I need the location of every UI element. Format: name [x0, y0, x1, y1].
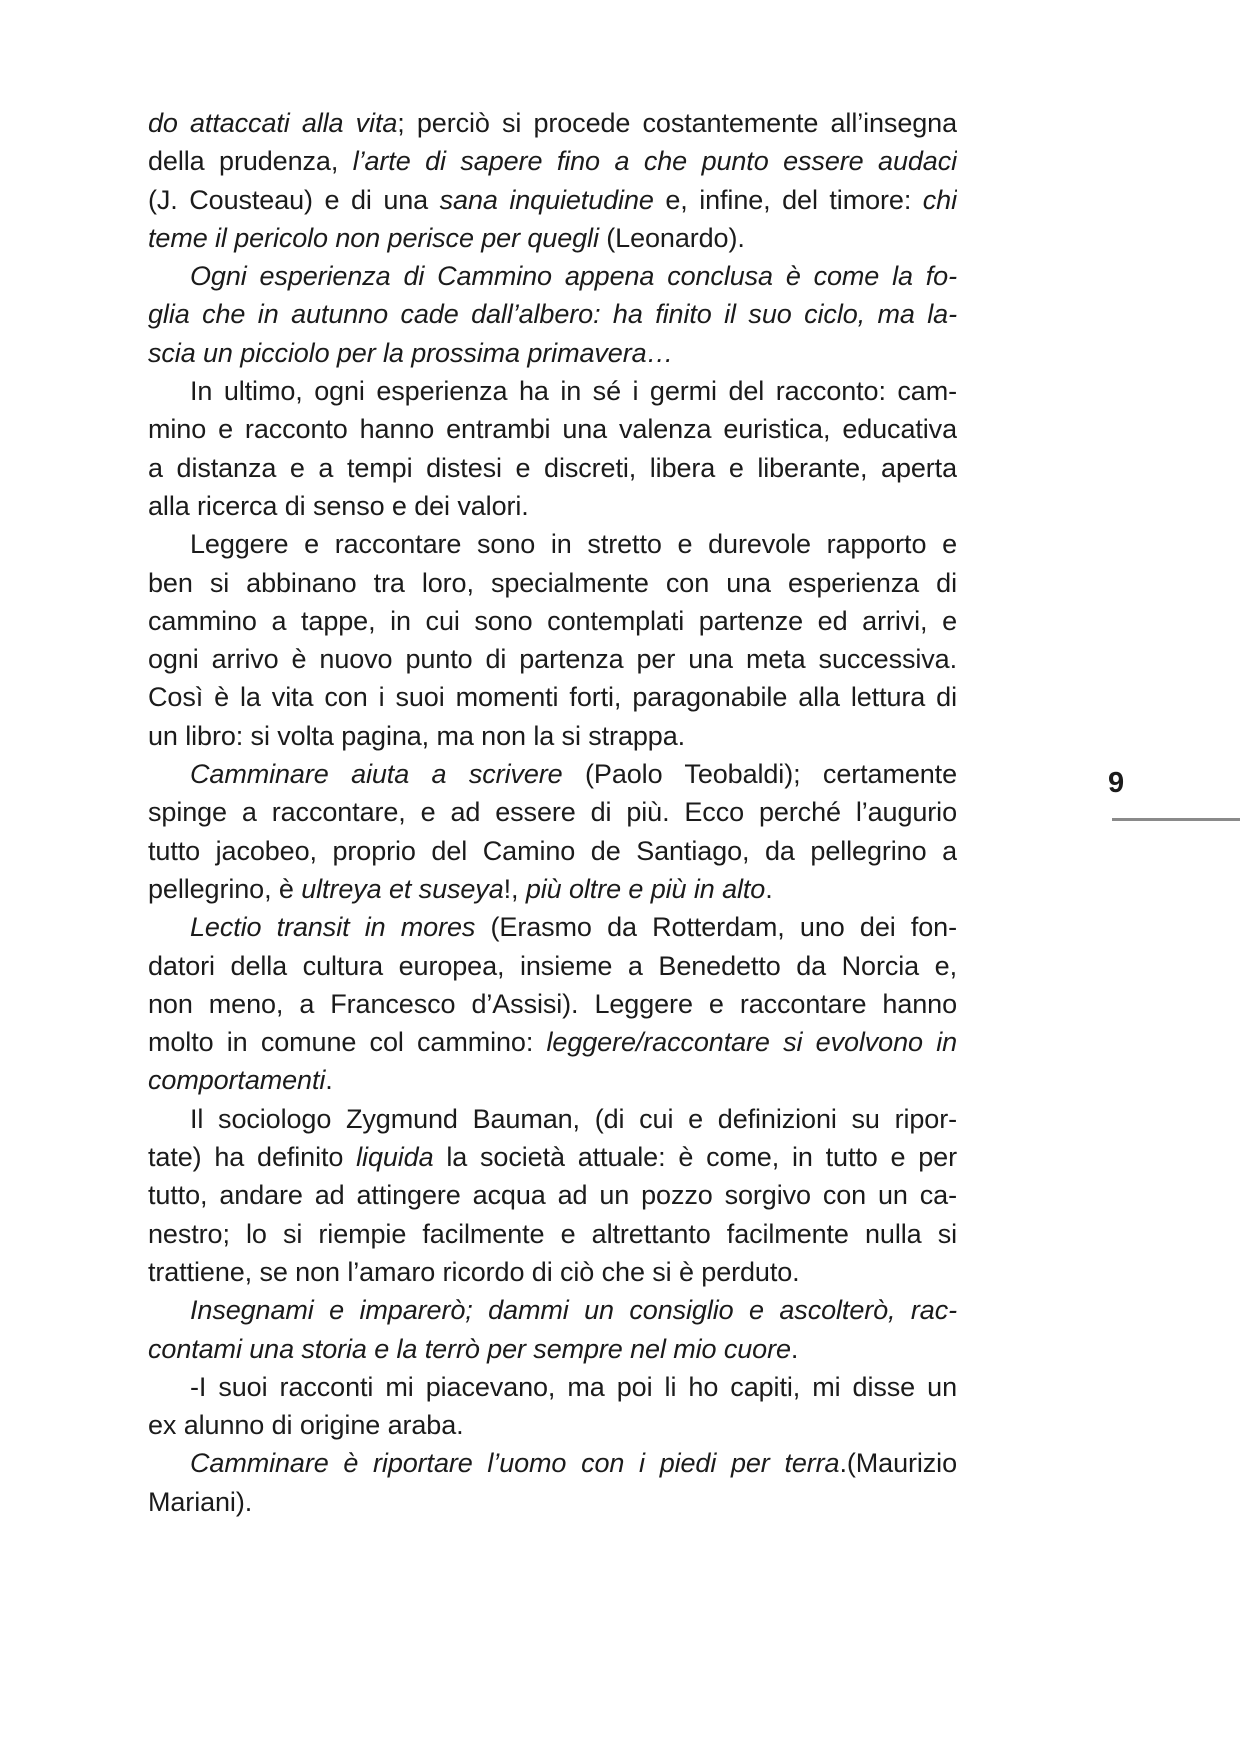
text-segment: (Leonardo).	[598, 222, 745, 253]
text-segment: tutto jacobeo, proprio del Camino de Santiago, da pellegrino a	[148, 835, 957, 866]
text-segment: alla ricerca di senso e dei valori.	[148, 490, 529, 521]
italic-text-segment: chi	[922, 184, 957, 215]
text-line	[148, 717, 957, 755]
text-segment: (Paolo Teobaldi); certamente	[562, 759, 957, 790]
italic-text-segment: teme il pericolo non perisce per quegli	[148, 222, 599, 253]
text-line	[148, 1100, 957, 1138]
text-line	[148, 640, 957, 678]
text-segment: ben si abbinano tra loro, specialmente con una esperienza di	[148, 567, 957, 598]
text-line	[148, 449, 957, 487]
text-segment: datori della cultura europea, insieme a Benedetto da Norcia e,	[148, 950, 957, 981]
text-segment: ex alunno di origine araba.	[148, 1410, 464, 1441]
text-line	[148, 372, 957, 410]
text-segment: Mariani).	[148, 1486, 253, 1517]
text-line	[148, 870, 957, 908]
text-segment: pellegrino, è	[148, 873, 302, 904]
text-line	[148, 1444, 957, 1482]
text-segment: .	[325, 1065, 333, 1096]
text-line	[148, 181, 957, 219]
text-line	[148, 1291, 957, 1329]
text-segment: a distanza e a tempi distesi e discreti, libera e liberante, aperta	[148, 452, 957, 483]
italic-text-segment: l’arte di sapere fino a che punto essere audaci	[352, 146, 957, 177]
text-segment: cammino a tappe, in cui sono contemplati partenze ed arrivi, e	[148, 605, 957, 636]
italic-text-segment: contami una storia e la terrò per sempre nel mio cuore	[148, 1333, 791, 1364]
text-segment: .(Maurizio	[839, 1448, 957, 1479]
italic-text-segment: Insegnami e imparerò; dammi un consiglio e ascolterò, rac-	[190, 1295, 957, 1326]
text-line	[148, 564, 957, 602]
text-line	[148, 947, 957, 985]
italic-text-segment: glia che in autunno cade dall’albero: ha finito il suo ciclo, ma la-	[148, 299, 957, 330]
text-segment: non meno, a Francesco d’Assisi). Leggere e raccontare hanno	[148, 988, 957, 1019]
italic-text-segment: Ogni esperienza di Cammino appena conclusa è come la fo-	[190, 261, 957, 292]
text-segment: Così è la vita con i suoi momenti forti, paragonabile alla lettura di	[148, 682, 957, 713]
text-line	[148, 410, 957, 448]
text-segment: tutto, andare ad attingere acqua ad un pozzo sorgivo con un ca-	[148, 1180, 957, 1211]
text-segment: Il sociologo Zygmund Bauman, (di cui e definizioni su ripor-	[190, 1103, 957, 1134]
text-line	[148, 985, 957, 1023]
text-line	[148, 1023, 957, 1061]
italic-text-segment: leggere/raccontare si evolvono in	[546, 1027, 957, 1058]
text-line	[148, 142, 957, 180]
text-segment: .	[765, 873, 773, 904]
body-text	[148, 104, 957, 1521]
italic-text-segment: sana inquietudine	[439, 184, 654, 215]
text-line	[148, 1483, 957, 1521]
text-line	[148, 602, 957, 640]
text-line	[148, 295, 957, 333]
italic-text-segment: Camminare aiuta a scrivere	[190, 759, 563, 790]
text-segment: ogni arrivo è nuovo punto di partenza per una meta successiva.	[148, 644, 957, 675]
italic-text-segment: ultreya et suseya	[301, 873, 504, 904]
page-number: 9	[1108, 767, 1125, 799]
text-segment: In ultimo, ogni esperienza ha in sé i germi del racconto: cam-	[190, 376, 957, 407]
italic-text-segment: più oltre e più in alto	[525, 873, 766, 904]
text-line	[148, 1215, 957, 1253]
text-line	[148, 908, 957, 946]
text-segment: .	[790, 1333, 799, 1364]
text-line	[148, 1138, 957, 1176]
text-segment: mino e racconto hanno entrambi una valenza euristica, educativa	[148, 414, 957, 445]
text-segment: (Erasmo da Rotterdam, uno dei fon-	[475, 912, 957, 943]
italic-text-segment: scia un picciolo per la prossima primavera…	[148, 337, 674, 368]
text-line	[148, 755, 957, 793]
text-segment: -I suoi racconti mi piacevano, ma poi li ho capiti, mi disse un	[190, 1371, 957, 1402]
text-line	[148, 257, 957, 295]
italic-text-segment: comportamenti	[148, 1065, 326, 1096]
text-line	[148, 219, 957, 257]
text-line	[148, 678, 957, 716]
text-segment: ; perciò si procede costantemente all’insegna	[397, 108, 957, 138]
text-segment: Leggere e raccontare sono in stretto e durevole rapporto e	[190, 529, 957, 560]
text-line	[148, 1061, 957, 1099]
text-segment: della prudenza,	[148, 146, 353, 177]
text-segment: nestro; lo si riempie facilmente e altrettanto facilmente nulla si	[148, 1218, 957, 1249]
text-segment: trattiene, se non l’amaro ricordo di ciò che si è perduto.	[148, 1256, 800, 1287]
text-line	[148, 334, 957, 372]
text-line	[148, 1176, 957, 1214]
text-line	[148, 832, 957, 870]
text-line	[148, 525, 957, 563]
text-segment: molto in comune col cammino:	[148, 1027, 547, 1058]
text-line	[148, 1368, 957, 1406]
italic-text-segment: do attaccati alla vita	[148, 108, 398, 138]
text-segment: spinge a raccontare, e ad essere di più. Ecco perché l’augurio	[148, 797, 957, 828]
text-line	[148, 1330, 957, 1368]
text-segment: la società attuale: è come, in tutto e per	[433, 1142, 957, 1173]
italic-text-segment: Camminare è riportare l’uomo con i piedi per terra	[190, 1448, 840, 1479]
text-line	[148, 104, 957, 142]
text-segment: tate) ha definito	[148, 1142, 357, 1173]
text-segment: e, infine, del timore:	[653, 184, 923, 215]
page-number-rule	[1112, 818, 1240, 821]
text-segment: (J. Cousteau) e di una	[148, 184, 440, 215]
text-line	[148, 1253, 957, 1291]
italic-text-segment: liquida	[356, 1142, 434, 1173]
text-segment: un libro: si volta pagina, ma non la si strappa.	[148, 720, 686, 751]
text-line	[148, 1406, 957, 1444]
text-segment: !,	[503, 873, 526, 904]
text-line	[148, 487, 957, 525]
italic-text-segment: Lectio transit in mores	[190, 912, 476, 943]
text-line	[148, 793, 957, 831]
